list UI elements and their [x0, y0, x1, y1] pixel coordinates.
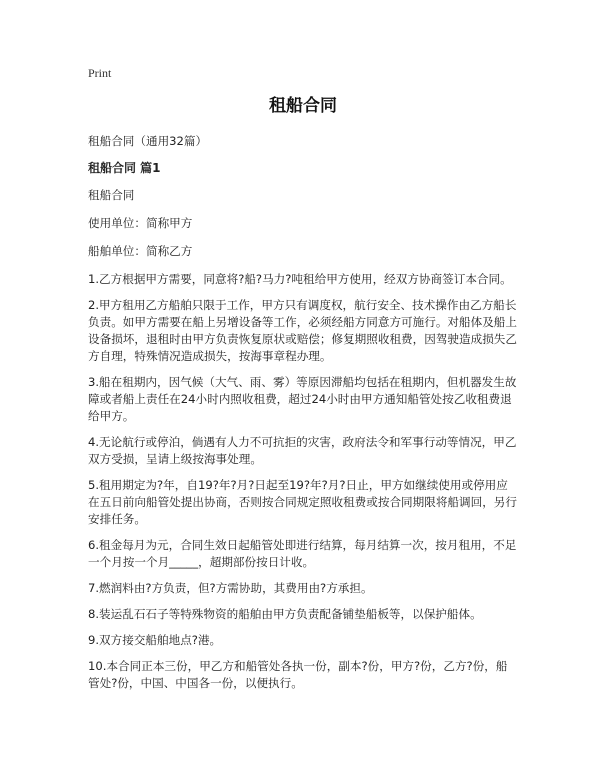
- print-link[interactable]: Print: [88, 66, 112, 80]
- clause-10: 10.本合同正本三份，甲乙方和船管处各执一份，副本?份，甲方?份，乙方?份，船管处?份，中国、中国各一份，以便执行。: [88, 659, 508, 690]
- clause-7: 7.燃润料由?方负责，但?方需协助，其费用由?方承担。: [88, 581, 373, 595]
- contract-name-line: 租船合同: [88, 188, 135, 202]
- section-heading: 租船合同 篇1: [88, 161, 161, 175]
- clause-8: 8.装运乱石石子等特殊物资的船舶由甲方负责配备铺垫船板等，以保护船体。: [88, 607, 482, 621]
- clause-5: 5.租用期定为?年，自19?年?月?日起至19?年?月?日止，甲方如继续使用或停用应在五日前向船管处提出协商，否则按合同规定照收租费或按合同期限将船调回，另行安排任务。: [88, 478, 517, 526]
- clause-9: 9.双方接交船舶地点?港。: [88, 633, 222, 647]
- clause-1: 1.乙方根据甲方需要，同意将?船?马力?吨租给甲方使用，经双方协商签订本合同。: [88, 272, 512, 286]
- party-a-line: 使用单位：简称甲方: [88, 216, 193, 230]
- party-b-line: 船舶单位：简称乙方: [88, 244, 193, 258]
- clause-4: 4.无论航行或停泊，倘遇有人力不可抗拒的灾害，政府法令和军事行动等情况，甲乙双方受损，呈请上级按海事处理。: [88, 435, 517, 466]
- clause-3: 3.船在租期内，因气候（大气、雨、雾）等原因滞船均包括在租期内，但机器发生故障或者船上责任在24小时内照收租费，超过24小时由甲方通知船管处按乙收租费退给甲方。: [88, 375, 517, 423]
- clause-6: 6.租金每月为元，合同生效日起船管处即进行结算，每月结算一次，按月租用，不足一个月按一个月_____，超期部份按日计收。: [88, 538, 517, 569]
- clause-2: 2.甲方租用乙方船舶只限于工作，甲方只有调度权，航行安全、技术操作由乙方船长负责。如甲方需要在船上另增设备等工作，必须经船方同意方可施行。对船体及船上设备损坏，退租时由甲方负责恢复原状或赔偿；修复期照收租费，因驾驶造成损失乙方自理，特殊情况造成损失，按海事章程办理。: [88, 298, 517, 363]
- document-title: 租船合同: [269, 96, 337, 116]
- document-subtitle: 租船合同（通用32篇）: [88, 134, 208, 148]
